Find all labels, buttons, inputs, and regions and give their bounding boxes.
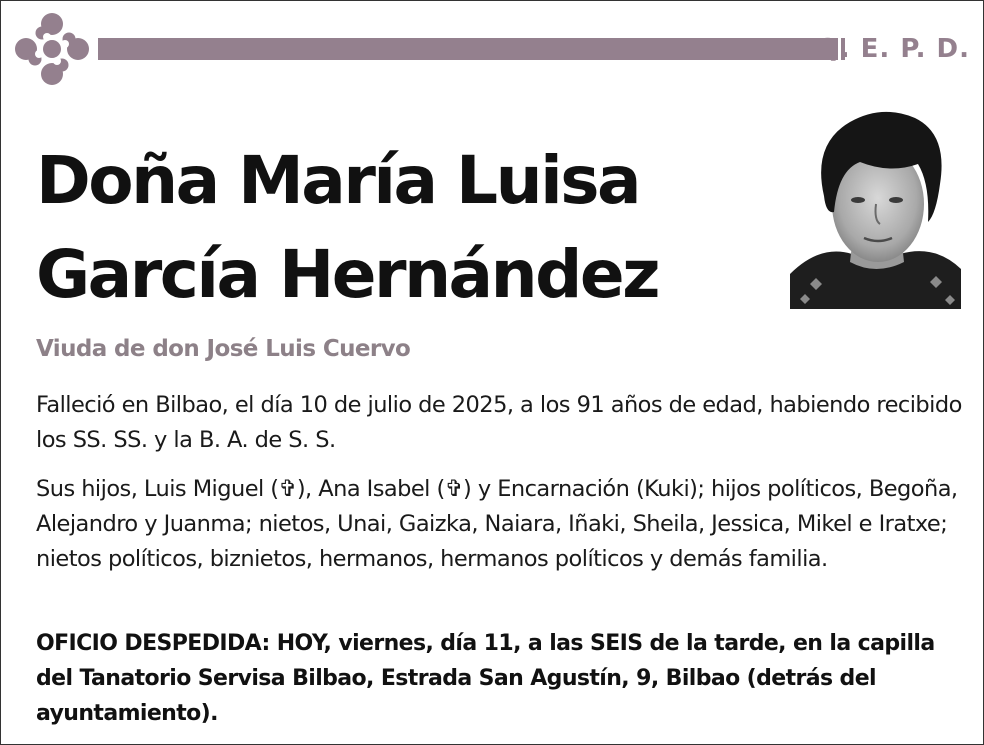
name-line-1: Doña María Luisa: [36, 142, 640, 219]
lauburu-icon: [14, 12, 90, 86]
deceased-name: [36, 134, 756, 322]
qepd-label: Q. E. P. D.: [816, 34, 970, 64]
header-rule: [98, 38, 838, 60]
obituary-header: [14, 12, 970, 86]
portrait-photo: [790, 104, 961, 309]
death-notice-text: Falleció en Bilbao, el día 10 de julio de 2025, a los 91 años de edad, habiendo recibido los SS. SS. y la B. A. de S. S.: [36, 392, 962, 453]
service-text: OFICIO DESPEDIDA: HOY, viernes, día 11, a las SEIS de la tarde, en la capilla del Tanatorio Servisa Bilbao, Estrada San Agustín, 9, Bilbao (detrás del ayuntamiento).: [36, 631, 935, 726]
name-line-2: García Hernández: [36, 236, 658, 313]
family-text: Sus hijos, Luis Miguel (✞), Ana Isabel (✞) y Encarnación (Kuki); hijos políticos, Begoña, Alejandro y Juanma; nietos, Unai, Gaizka, Naiara, Iñaki, Sheila, Jessica, Mikel e Iratxe; nietos políticos, biznietos, hermanos, hermanos políticos y demás familia.: [36, 476, 958, 572]
widow-subtitle: Viuda de don José Luis Cuervo: [36, 336, 411, 362]
